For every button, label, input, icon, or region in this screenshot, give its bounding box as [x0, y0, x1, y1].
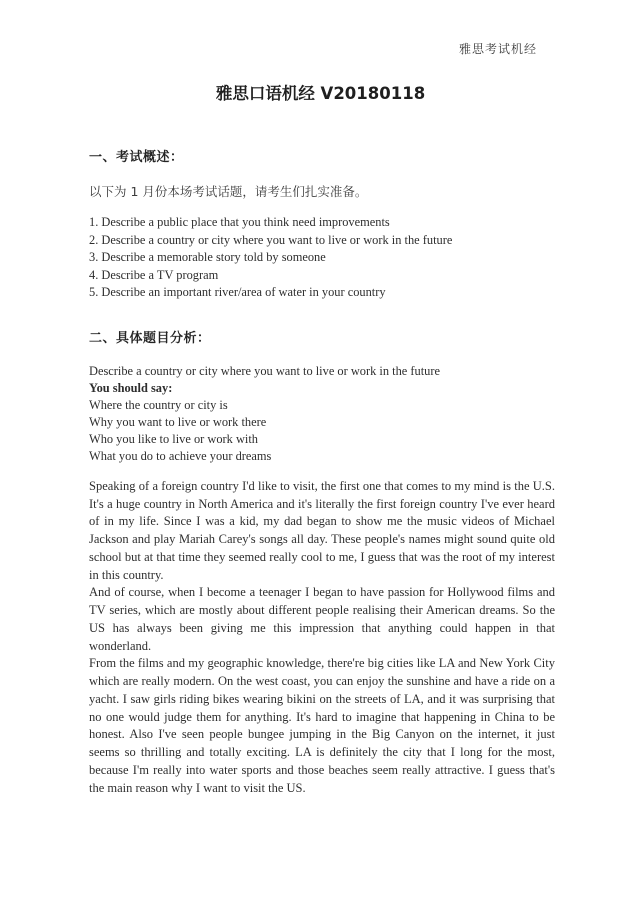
exam-topic-item: 5. Describe an important river/area of water in your country	[89, 285, 386, 300]
cue-card-point: Where the country or city is	[89, 397, 228, 412]
exam-topic-item: 3. Describe a memorable story told by someone	[89, 250, 326, 265]
exam-topic-item: 4. Describe a TV program	[89, 267, 219, 282]
document-header-text: 雅思考试机经	[458, 42, 537, 56]
cue-card	[89, 363, 555, 465]
cue-card-point: What you do to achieve your dreams	[89, 448, 272, 463]
document-body	[89, 146, 555, 797]
cue-card-point: Who you like to live or work with	[89, 431, 258, 446]
answer-paragraph: And of course, when I become a teenager I began to have passion for Hollywood films and TV series, which are mostly about different people realising their American dreams. So the US has always been giving me this impression that anything could happen in that wonderland.	[89, 585, 555, 653]
sample-answer	[89, 478, 555, 798]
section1-heading: 一、考试概述：	[89, 150, 184, 165]
answer-paragraph: Speaking of a foreign country I'd like to visit, the first one that comes to my mind is the U.S. It's a huge country in North America and it's literally the first foreign country I've ever heard of in my life. Since I was a kid, my dad began to show me the music videos of Michael Jackson and play Mariah Carey's songs all day. These people's names might sound quite old school but at that time they seemed really cool to me, I guess that was the root of my interest in this country.	[89, 478, 555, 582]
section2-heading: 二、具体题目分析：	[89, 330, 211, 346]
exam-topic-list	[89, 214, 555, 302]
cue-card-title: Describe a country or city where you want to live or work in the future	[89, 363, 440, 378]
answer-paragraph: From the films and my geographic knowledge, there're big cities like LA and New York City which are really modern. On the west coast, you can enjoy the sunshine and have a ride on a yacht. I saw girls riding bikes wearing bikini on the streets of LA, and it was surprising that no one would judge them for anything. It's hard to imagine that happening in China to be honest. Also I've seen people bungee jumping in the Big Canyon on the internet, it just seems so thrilling and totally exciting. LA is definitely the city that I long for the most, because I'm really into water sports and those beaches seem really attractive. I guess that's the main reason why I want to visit the US.	[89, 656, 555, 795]
cue-card-point: Why you want to live or work there	[89, 414, 267, 429]
section1-intro: 以下为 1 月份本场考试话题，请考生们扎实准备。	[89, 184, 368, 199]
exam-topic-item: 1. Describe a public place that you think need improvements	[89, 215, 390, 229]
cue-card-should-say: You should say:	[89, 380, 173, 395]
document-title: 雅思口语机经 V20180118	[215, 84, 426, 103]
exam-topic-item: 2. Describe a country or city where you want to live or work in the future	[89, 232, 453, 247]
section2	[89, 327, 555, 798]
